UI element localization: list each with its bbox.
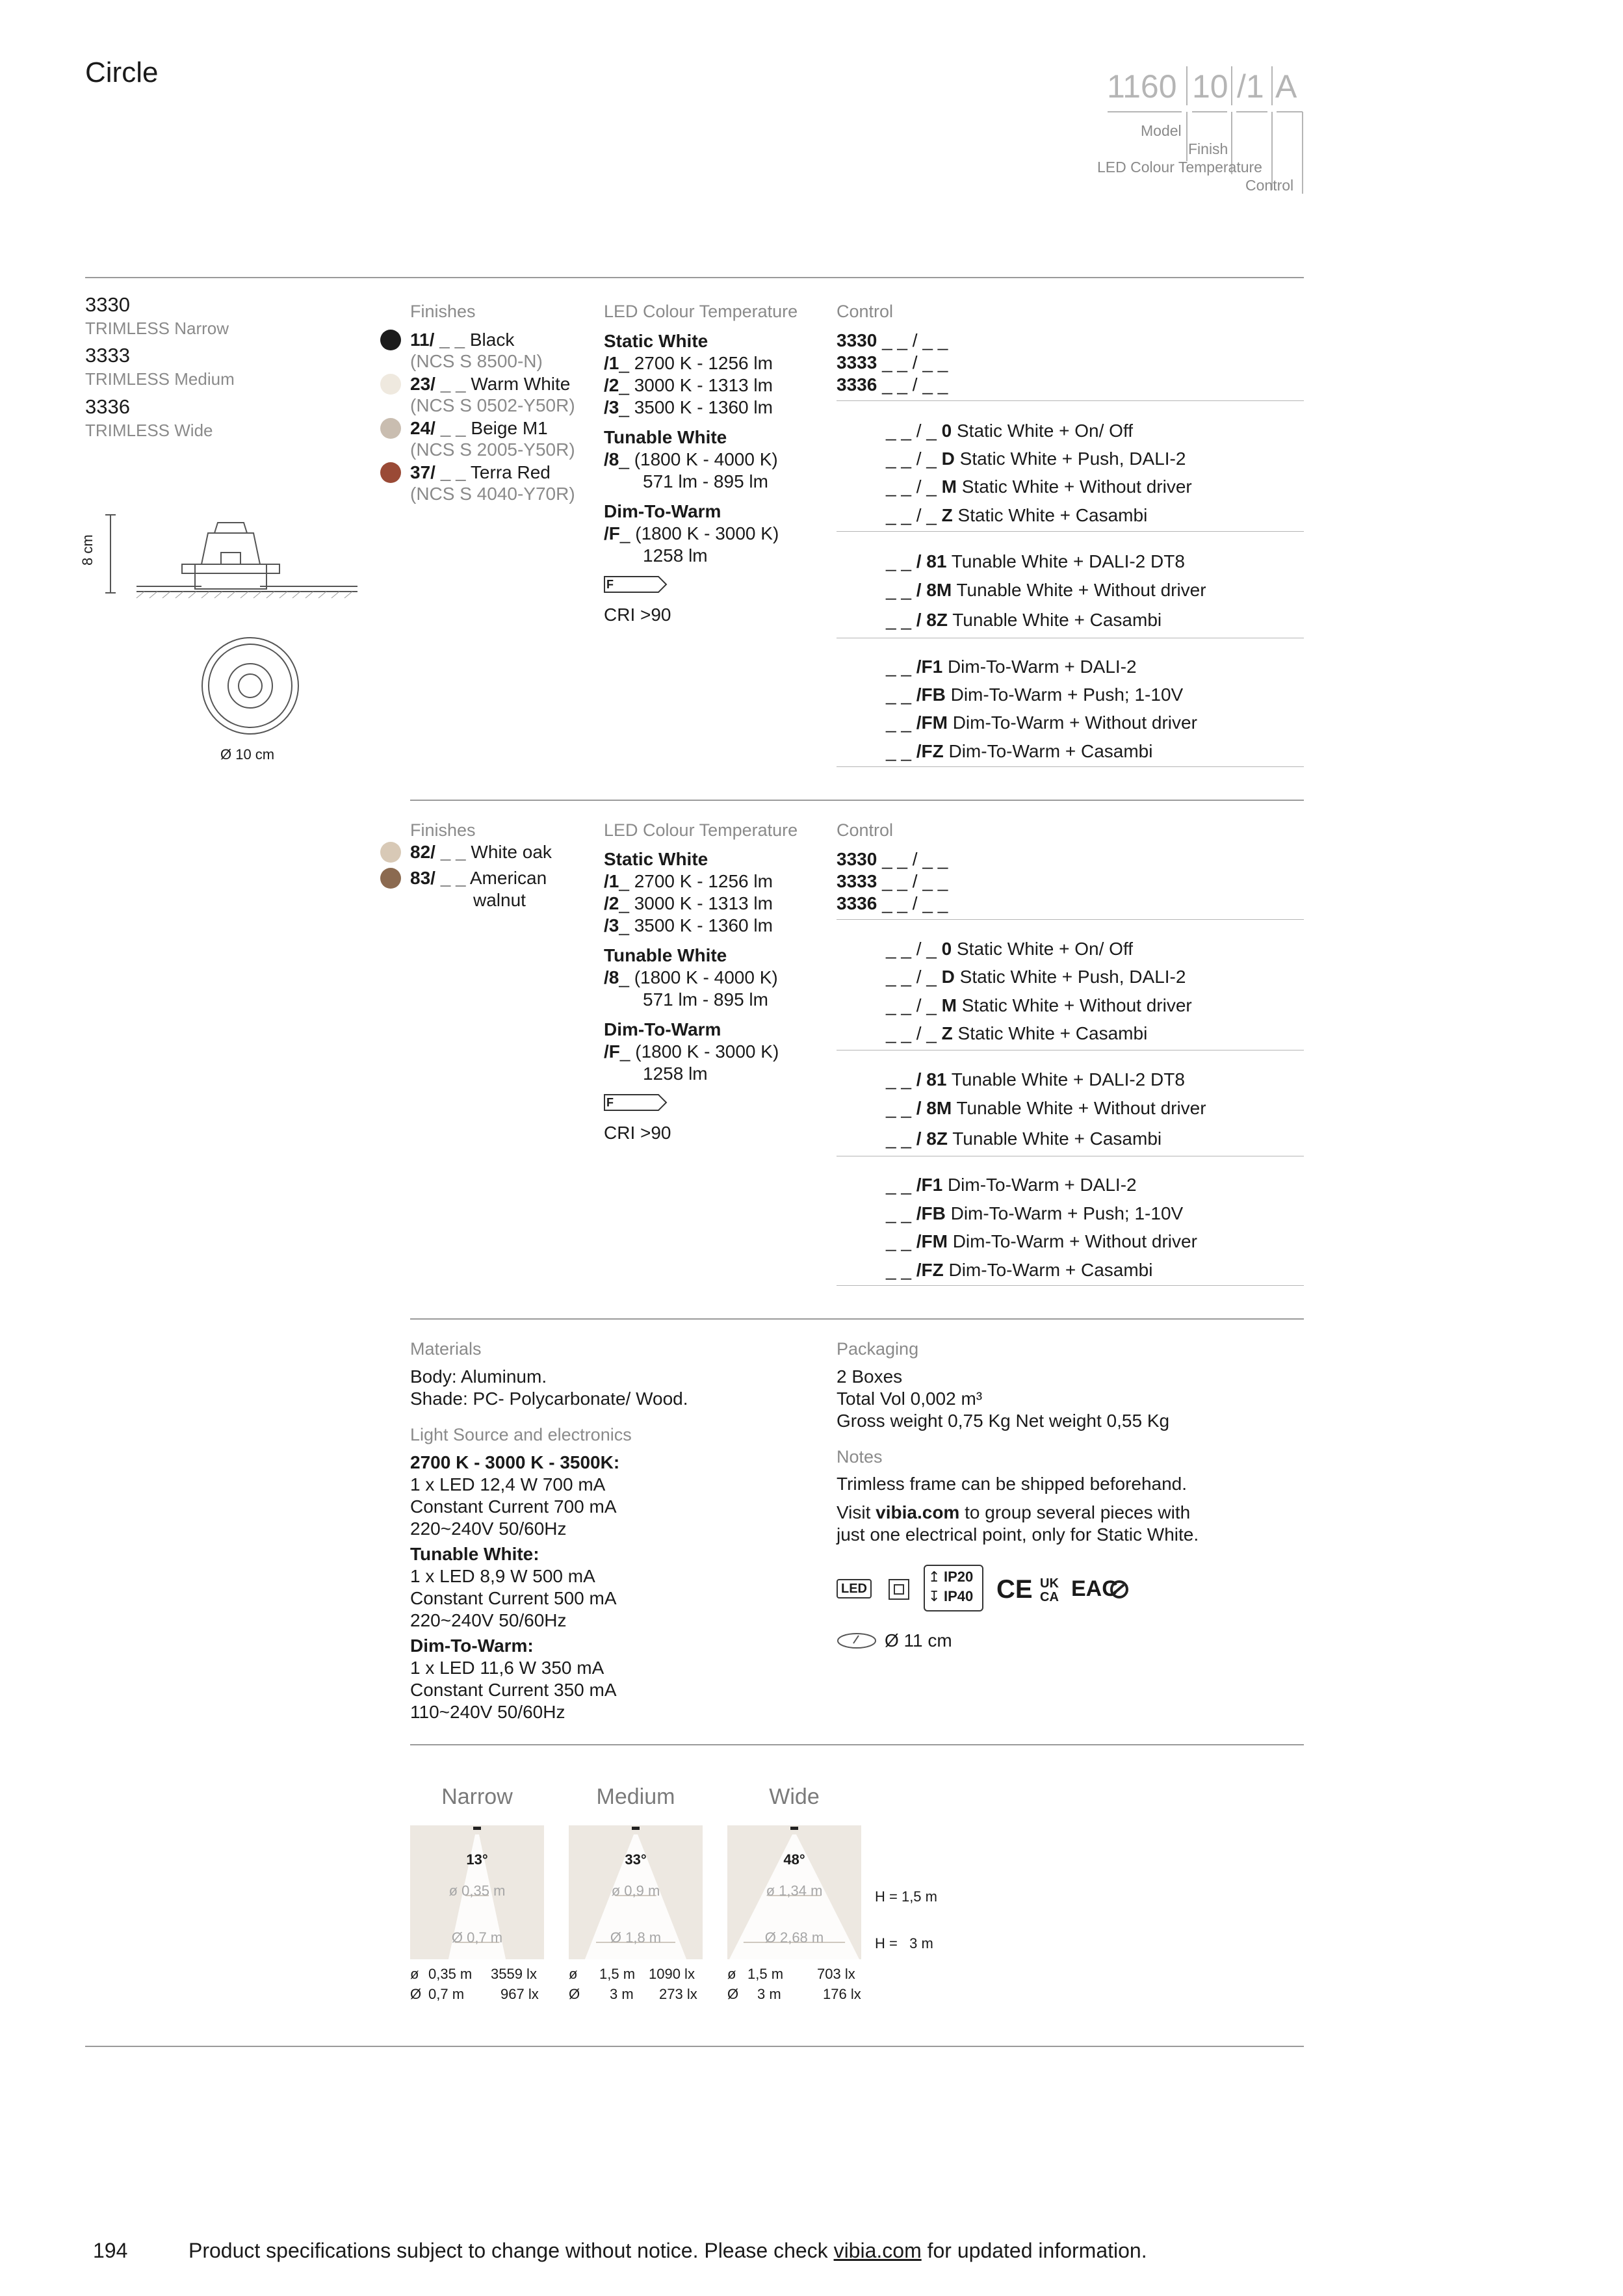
control-option: _ _ / _ Z Static White + Casambi	[886, 505, 1148, 525]
finish-swatch	[380, 374, 401, 395]
height-label: H = 1,5 m	[875, 1888, 937, 1905]
temp-option: /2_ 3000 K - 1313 lm	[604, 375, 773, 395]
materials-line: Body: Aluminum.	[410, 1366, 547, 1387]
control-heading: Control	[837, 820, 894, 840]
finishes-heading: Finishes	[410, 820, 476, 840]
light-line: Constant Current 350 mA	[410, 1680, 617, 1700]
control-option: _ _ /FB Dim-To-Warm + Push; 1-10V	[886, 685, 1184, 705]
control-option: _ _ /FZ Dim-To-Warm + Casambi	[886, 1260, 1153, 1280]
height-dimension-label: 8 cm	[79, 534, 96, 566]
temp-option-line2: 1258 lm	[643, 545, 708, 566]
control-option: _ _ / 81 Tunable White + DALI-2 DT8	[886, 1069, 1185, 1089]
finish-ncs: (NCS S 8500-N)	[410, 351, 543, 371]
control-option: _ _ /F1 Dim-To-Warm + DALI-2	[886, 657, 1137, 677]
tunable-white-title: Tunable White	[604, 427, 727, 447]
control-option: _ _ / _ D Static White + Push, DALI-2	[886, 449, 1186, 469]
beam-source-mark	[632, 1827, 640, 1830]
beam-title: Wide	[769, 1784, 820, 1809]
code-model: 1160	[1107, 68, 1177, 105]
beam-angle: 13°	[466, 1851, 488, 1868]
recycle-icon	[1108, 1578, 1130, 1600]
notes-line: Visit vibia.com to group several pieces with	[837, 1502, 1191, 1522]
cutout-diameter: Ø 11 cm	[885, 1630, 952, 1650]
notes-line: Trimless frame can be shipped beforehand.	[837, 1474, 1188, 1494]
control-option: _ _ / _ 0 Static White + On/ Off	[886, 939, 1134, 959]
control-heading: Control	[837, 302, 894, 321]
control-model-row: 3336 _ _ / _ _	[837, 374, 948, 395]
beam-diameter-far: Ø 2,68 m	[764, 1929, 824, 1946]
light-group-head: 2700 K - 3000 K - 3500K:	[410, 1452, 620, 1472]
light-source-heading: Light Source and electronics	[410, 1425, 632, 1444]
light-line: 1 x LED 8,9 W 500 mA	[410, 1566, 595, 1586]
packaging-line: Gross weight 0,75 Kg Net weight 0,55 Kg	[837, 1411, 1170, 1431]
beam-title: Narrow	[441, 1784, 513, 1809]
control-divider	[837, 400, 1304, 401]
page-number: 194	[93, 2239, 128, 2262]
control-option: _ _ /FB Dim-To-Warm + Push; 1-10V	[886, 1203, 1184, 1223]
control-option: _ _ /FZ Dim-To-Warm + Casambi	[886, 741, 1153, 761]
control-model-row: 3330 _ _ / _ _	[837, 849, 948, 869]
beam-diameter-far: Ø 1,8 m	[610, 1929, 662, 1946]
model-code: 3330	[85, 293, 130, 316]
finish-swatch	[380, 418, 401, 439]
temp-option: /1_ 2700 K - 1256 lm	[604, 871, 773, 891]
light-line: 110~240V 50/60Hz	[410, 1702, 565, 1722]
control-option: _ _ / 8Z Tunable White + Casambi	[886, 610, 1162, 630]
temp-option: /8_ (1800 K - 4000 K)	[604, 449, 778, 469]
ce-mark-icon: CE	[996, 1575, 1033, 1604]
packaging-heading: Packaging	[837, 1339, 919, 1359]
cri-value: CRI >90	[604, 1123, 671, 1143]
notes-heading: Notes	[837, 1447, 883, 1467]
beam-data-lux: 703 lx	[817, 1966, 855, 1982]
control-model-row: 3333 _ _ / _ _	[837, 871, 948, 891]
diameter-label: Ø 10 cm	[220, 746, 275, 763]
code-label-temperature: LED Colour Temperature	[1097, 159, 1262, 176]
code-finish: 10	[1192, 68, 1228, 105]
finish-item: 23/ _ _ Warm White	[410, 374, 571, 394]
beam-angle: 33°	[625, 1851, 647, 1868]
beam-angle: 48°	[783, 1851, 805, 1868]
materials-line: Shade: PC- Polycarbonate/ Wood.	[410, 1389, 688, 1409]
beam-data-symbol: Ø	[410, 1986, 422, 2002]
model-name: TRIMLESS Medium	[85, 369, 235, 389]
static-white-title: Static White	[604, 849, 708, 869]
beam-data-symbol: Ø	[727, 1986, 739, 2002]
light-line: 220~240V 50/60Hz	[410, 1610, 567, 1630]
model-code: 3333	[85, 344, 130, 367]
packaging-line: 2 Boxes	[837, 1366, 903, 1387]
beam-title: Medium	[596, 1784, 675, 1809]
beam-data-symbol: Ø	[569, 1986, 580, 2002]
ip-bottom-label: IP40	[944, 1588, 974, 1604]
control-option: _ _ / _ M Static White + Without driver	[886, 476, 1192, 497]
beam-data-diameter: 3 m	[610, 1986, 634, 2002]
beam-data-symbol: ø	[569, 1966, 578, 1982]
control-divider	[837, 531, 1304, 532]
control-model-row: 3336 _ _ / _ _	[837, 893, 948, 913]
control-model-row: 3330 _ _ / _ _	[837, 330, 948, 350]
beam-data-symbol: ø	[410, 1966, 419, 1982]
height-label: H = 3 m	[875, 1935, 933, 1951]
beam-data-lux: 967 lx	[500, 1986, 539, 2002]
finish-item: 83/ _ _ American	[410, 868, 547, 888]
temp-option: /F_ (1800 K - 3000 K)	[604, 1041, 779, 1062]
class-ii-icon-inner	[894, 1584, 904, 1595]
code-temperature: /1	[1237, 68, 1264, 105]
beam-data-diameter: 0,7 m	[428, 1986, 465, 2002]
energy-class-label: F	[606, 578, 614, 591]
control-divider	[837, 766, 1304, 767]
ip-top-label: IP20	[944, 1569, 974, 1585]
code-leader-lines	[1105, 65, 1313, 195]
static-white-title: Static White	[604, 331, 708, 351]
bottom-divider	[85, 2046, 1304, 2047]
header-divider	[85, 277, 1304, 278]
finish-swatch	[380, 868, 401, 889]
code-label-model: Model	[1141, 122, 1182, 139]
beam-data-diameter: 1,5 m	[747, 1966, 784, 1982]
model-name: TRIMLESS Narrow	[85, 319, 229, 338]
finish-swatch	[380, 842, 401, 863]
light-group-head: Tunable White:	[410, 1544, 539, 1564]
temperature-heading: LED Colour Temperature	[604, 302, 798, 321]
finish-item: 37/ _ _ Terra Red	[410, 462, 551, 482]
materials-heading: Materials	[410, 1339, 482, 1359]
finish-swatch	[380, 462, 401, 483]
control-option: _ _ / 8Z Tunable White + Casambi	[886, 1128, 1162, 1149]
light-line: Constant Current 700 mA	[410, 1496, 617, 1517]
finish-ncs: (NCS S 0502-Y50R)	[410, 395, 575, 415]
beam-data-lux: 1090 lx	[649, 1966, 695, 1982]
beam-diameter-near: ø 1,34 m	[766, 1883, 823, 1899]
finish-item: 82/ _ _ White oak	[410, 842, 552, 862]
control-option: _ _ / _ D Static White + Push, DALI-2	[886, 967, 1186, 987]
tunable-white-title: Tunable White	[604, 945, 727, 965]
notes-line: just one electrical point, only for Static White.	[837, 1524, 1199, 1545]
ip-arrow-down-icon: ↧	[928, 1588, 941, 1604]
packaging-line: Total Vol 0,002 m³	[837, 1389, 983, 1409]
light-line: 1 x LED 11,6 W 350 mA	[410, 1658, 604, 1678]
finish-ncs: (NCS S 4040-Y70R)	[410, 484, 575, 504]
control-divider	[837, 919, 1304, 920]
page-title: Circle	[85, 57, 159, 88]
beam-data-lux: 273 lx	[659, 1986, 697, 2002]
beam-diameter-near: ø 0,9 m	[611, 1883, 660, 1899]
beam-data-diameter: 3 m	[757, 1986, 781, 2002]
energy-class-icon	[604, 575, 669, 594]
control-option: _ _ /FM Dim-To-Warm + Without driver	[886, 1231, 1197, 1251]
control-model-row: 3333 _ _ / _ _	[837, 352, 948, 372]
finishes-heading: Finishes	[410, 302, 476, 321]
energy-class-label: F	[606, 1096, 614, 1109]
finish-swatch	[380, 330, 401, 350]
temp-option: /3_ 3500 K - 1360 lm	[604, 397, 773, 417]
finish-ncs: (NCS S 2005-Y50R)	[410, 439, 575, 460]
temperature-heading: LED Colour Temperature	[604, 820, 798, 840]
light-line: 220~240V 50/60Hz	[410, 1519, 567, 1539]
vibia-link[interactable]: vibia.com	[876, 1502, 960, 1522]
control-option: _ _ / 8M Tunable White + Without driver	[886, 1098, 1206, 1118]
temp-option: /3_ 3500 K - 1360 lm	[604, 915, 773, 935]
control-option: _ _ / 8M Tunable White + Without driver	[886, 580, 1206, 600]
beam-source-mark	[473, 1827, 481, 1830]
control-option: _ _ / _ 0 Static White + On/ Off	[886, 421, 1134, 441]
energy-class-icon	[604, 1093, 669, 1112]
control-divider	[837, 1285, 1304, 1286]
section-divider	[410, 800, 1304, 801]
finish-item: 24/ _ _ Beige M1	[410, 418, 548, 438]
led-icon-label: LED	[841, 1582, 867, 1596]
beam-data-lux: 3559 lx	[491, 1966, 537, 1982]
beam-diameter-far: Ø 0,7 m	[451, 1929, 503, 1946]
side-view-drawing	[84, 514, 357, 605]
cri-value: CRI >90	[604, 605, 671, 625]
temp-option-line2: 571 lm - 895 lm	[643, 471, 768, 491]
section-divider	[410, 1744, 1304, 1745]
code-control: A	[1275, 68, 1297, 105]
light-line: 1 x LED 12,4 W 700 mA	[410, 1474, 606, 1494]
control-option: _ _ / _ Z Static White + Casambi	[886, 1023, 1148, 1043]
model-code: 3336	[85, 395, 130, 418]
beam-data-symbol: ø	[727, 1966, 736, 1982]
dim-to-warm-title: Dim-To-Warm	[604, 1019, 721, 1039]
dim-to-warm-title: Dim-To-Warm	[604, 501, 721, 521]
light-group-head: Dim-To-Warm:	[410, 1636, 534, 1656]
top-view-drawing	[198, 634, 302, 738]
code-label-finish: Finish	[1188, 140, 1228, 157]
beam-data-lux: 176 lx	[823, 1986, 861, 2002]
cutout-icon	[837, 1632, 877, 1650]
model-name: TRIMLESS Wide	[85, 421, 213, 440]
control-option: _ _ /FM Dim-To-Warm + Without driver	[886, 712, 1197, 733]
temp-option: /1_ 2700 K - 1256 lm	[604, 353, 773, 373]
temp-option-line2: 1258 lm	[643, 1063, 708, 1084]
ukca-mark-icon: UK	[1040, 1576, 1059, 1591]
temp-option: /2_ 3000 K - 1313 lm	[604, 893, 773, 913]
temp-option: /F_ (1800 K - 3000 K)	[604, 523, 779, 543]
beam-data-diameter: 1,5 m	[599, 1966, 636, 1982]
ukca-mark-icon-bottom: CA	[1040, 1590, 1059, 1604]
footer-vibia-link[interactable]: vibia.com	[833, 2239, 922, 2262]
control-option: _ _ /F1 Dim-To-Warm + DALI-2	[886, 1175, 1137, 1195]
finish-item-line2: walnut	[473, 890, 526, 910]
beam-diameter-near: ø 0,35 m	[448, 1883, 506, 1899]
footer-text: Product specifications subject to change without notice. Please check vibia.com for updated information.	[188, 2239, 1147, 2262]
temp-option: /8_ (1800 K - 4000 K)	[604, 967, 778, 987]
finish-item: 11/ _ _ Black	[410, 330, 515, 350]
control-option: _ _ / _ M Static White + Without driver	[886, 995, 1192, 1015]
section-divider	[410, 1318, 1304, 1320]
code-label-control: Control	[1245, 177, 1294, 194]
beam-source-mark	[790, 1827, 798, 1830]
beam-data-diameter: 0,35 m	[428, 1966, 473, 1982]
temp-option-line2: 571 lm - 895 lm	[643, 989, 768, 1010]
eac-mark-icon: EAC	[1071, 1576, 1118, 1601]
ip-arrow-up-icon: ↥	[928, 1569, 941, 1585]
control-option: _ _ / 81 Tunable White + DALI-2 DT8	[886, 551, 1185, 571]
light-line: Constant Current 500 mA	[410, 1588, 617, 1608]
